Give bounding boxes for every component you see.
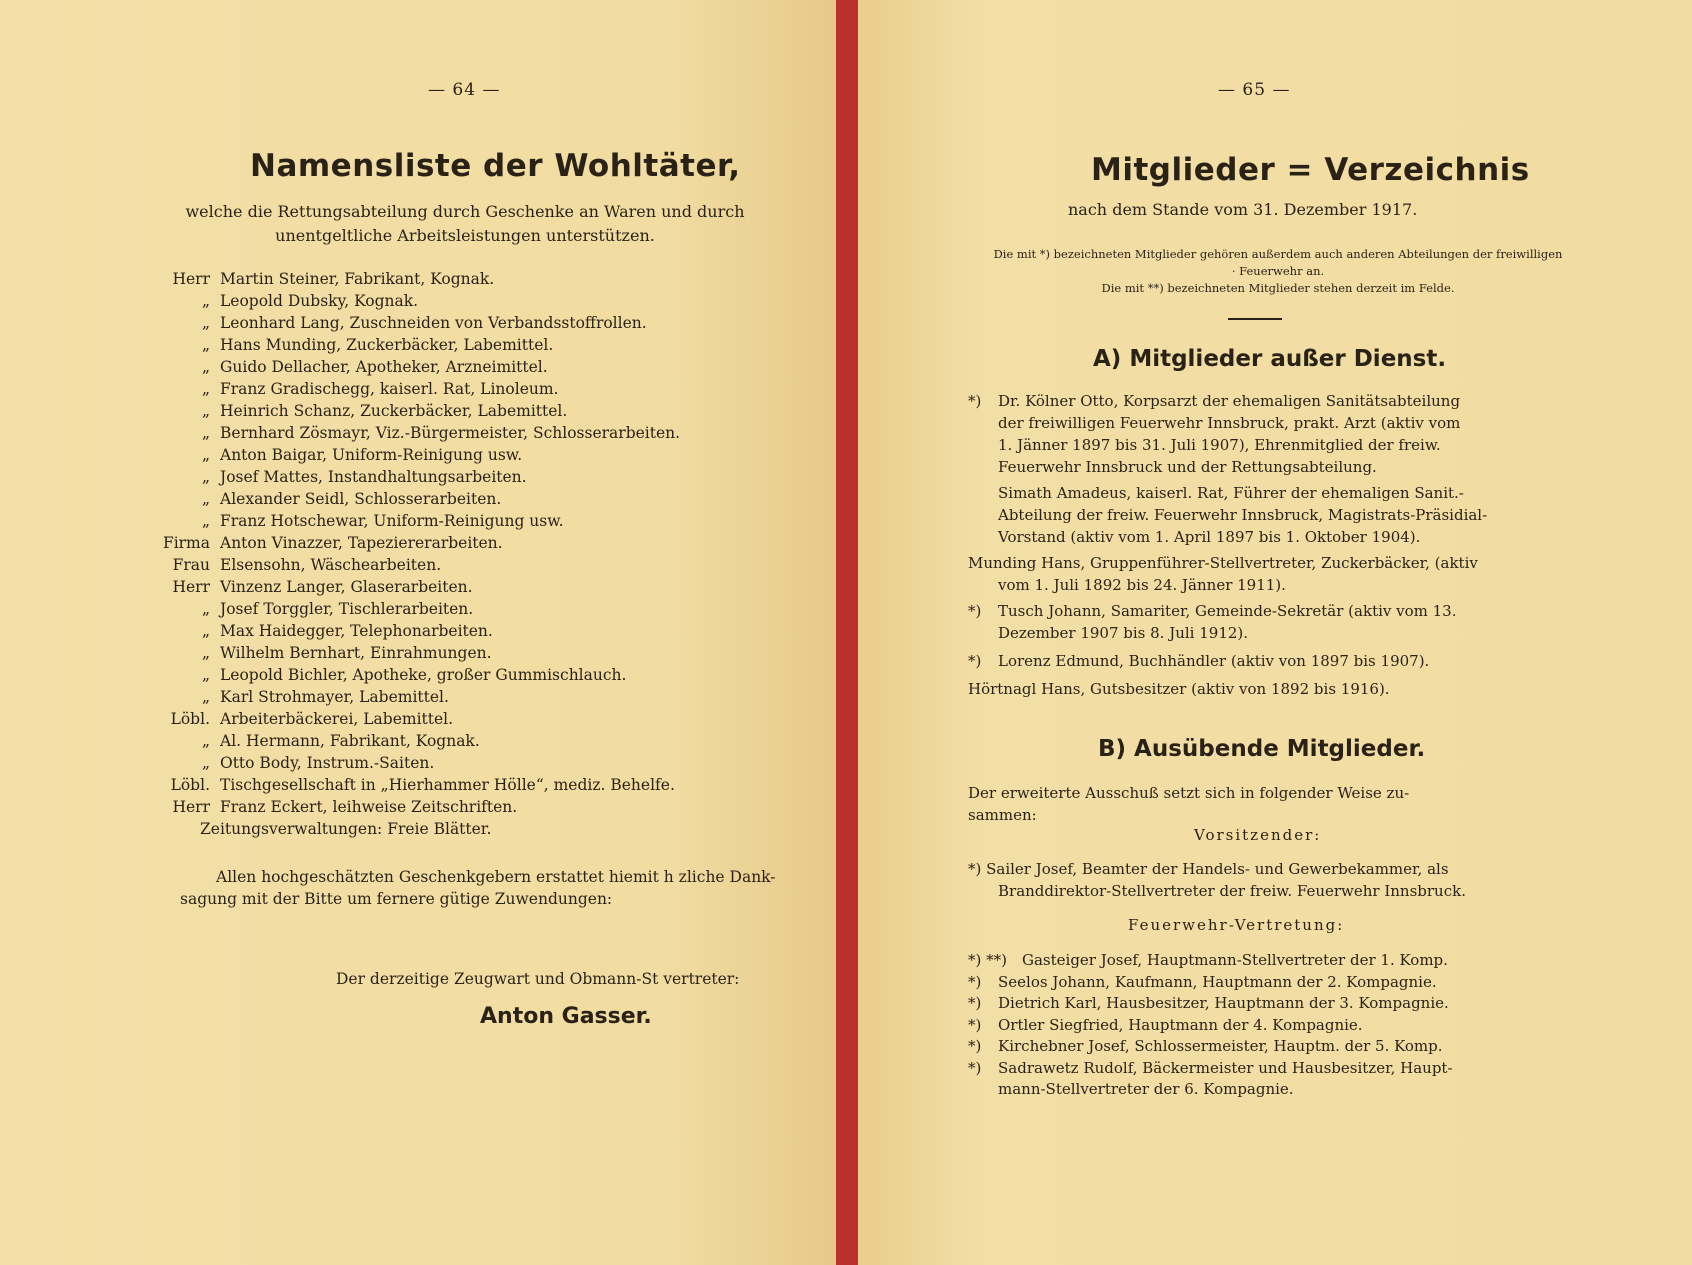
list-item: „ Franz Hotschewar, Uniform-Reinigung usw. [201,512,564,530]
page-number-left: — 64 — [428,80,501,100]
note-line: Die mit *) bezeichneten Mitglieder gehören außerdem auch anderen Abteilungen der freiwilligen [993,247,1563,261]
list-item: „ Al. Hermann, Fabrikant, Kognak. [201,732,480,750]
list-item: „ Max Haidegger, Telephonarbeiten. [201,622,493,640]
list-item: „ Bernhard Zösmayr, Viz.-Bürgermeister, Schlosserarbeiten. [201,424,681,442]
list-item: „ Alexander Seidl, Schlosserarbeiten. [201,490,502,508]
left-page [0,0,836,1265]
list-item: „ Otto Body, Instrum.-Saiten. [201,754,435,772]
list-item: *) Lorenz Edmund, Buchhändler (aktiv von 1897 bis 1907). [968,652,1430,670]
list-item: Löbl. Arbeiterbäckerei, Labemittel. [170,710,454,728]
thanks-line: sagung mit der Bitte um fernere gütige Zuwendungen: [180,890,613,908]
page-number-right: — 65 — [1218,80,1291,100]
list-item: „ Leonhard Lang, Zuschneiden von Verbandsstoffrollen. [201,314,647,332]
list-item: *) Seelos Johann, Kaufmann, Hauptmann der 2. Kompagnie. [968,972,1437,991]
intro-line: Der erweiterte Ausschuß setzt sich in folgender Weise zu- [968,784,1410,802]
page-title-right: Mitglieder = Verzeichnis [1091,152,1530,188]
list-item: Firma Anton Vinazzer, Tapeziererarbeiten. [162,534,503,552]
list-item: *) Dr. Kölner Otto, Korpsarzt der ehemaligen Sanitätsabteilung der freiwilligen Feuerwehr Innsbruck, prakt. Arzt (aktiv vom 1. Jänner 1897 bis 31. Juli 1907), Ehrenmitglied der freiw. Feuerwehr Innsbruck und der Rettungsabteilung. [968,392,1461,476]
chair-entry [968,858,1648,902]
list-item: *) Kirchebner Josef, Schlossermeister, Hauptm. der 5. Komp. [968,1037,1443,1055]
list-item: „ Leopold Bichler, Apotheke, großer Gummischlauch. [201,666,627,684]
list-item: *) **) Gasteiger Josef, Hauptmann-Stellvertreter der 1. Komp. [968,951,1448,969]
donor-list [150,268,680,840]
list-item: *) Ortler Siegfried, Hauptmann der 4. Kompagnie. [968,1015,1363,1034]
fw-list [968,950,1658,1101]
list-item: „ Karl Strohmayer, Labemittel. [201,688,449,706]
fw-heading: Feuerwehr-Vertretung: [1128,916,1345,934]
list-item: „ Leopold Dubsky, Kognak. [201,292,419,310]
list-item: Herr Franz Eckert, leihweise Zeitschriften. [172,798,518,816]
list-item: „ Guido Dellacher, Apotheker, Arzneimittel. [201,358,548,376]
list-item: Herr Vinzenz Langer, Glaserarbeiten. [172,578,473,596]
list-item: „ Josef Mattes, Instandhaltungsarbeiten. [201,468,527,486]
subtitle-line: unentgeltliche Arbeitsleistungen unterstützen. [275,226,655,245]
list-item: „ Wilhelm Bernhart, Einrahmungen. [201,644,492,662]
note-line: · Feuerwehr an. [1231,264,1325,278]
list-item: *) Tusch Johann, Samariter, Gemeinde-Sekretär (aktiv vom 13. Dezember 1907 bis 8. Juli 1912). [968,602,1457,642]
subtitle-right: nach dem Stande vom 31. Dezember 1917. [1068,200,1418,219]
list-item: „ Anton Baigar, Uniform-Reinigung usw. [201,446,523,464]
list-item: Munding Hans, Gruppenführer-Stellvertreter, Zuckerbäcker, (aktiv vom 1. Juli 1892 bis 24. Jänner 1911). [968,554,1478,594]
list-item: Simath Amadeus, kaiserl. Rat, Führer der ehemaligen Sanit.- Abteilung der freiw. Feuerwehr Innsbruck, Magistrats-Präsidial- Vorstand (aktiv vom 1. April 1897 bis 1. Oktober 1904). [998,484,1488,546]
list-item: Zeitungsverwaltungen: Freie Blätter. [200,820,492,838]
section-b-intro [968,782,1628,826]
list-item: „ Franz Gradischegg, kaiserl. Rat, Linoleum. [201,380,559,398]
intro-line: sammen: [968,806,1037,824]
chair-heading: Vorsitzender: [1194,826,1322,844]
section-a-heading: A) Mitglieder außer Dienst. [1093,346,1447,372]
chair-line: Branddirektor-Stellvertreter der freiw. Feuerwehr Innsbruck. [998,882,1466,900]
thanks-paragraph [180,866,776,910]
list-item: Frau Elsensohn, Wäschearbeiten. [172,556,442,574]
list-item: *) Sadrawetz Rudolf, Bäckermeister und Hausbesitzer, Haupt- [968,1058,1453,1077]
right-page [858,0,1692,1265]
signature-line: Der derzeitige Zeugwart und Obmann-St vertreter: [336,970,740,988]
list-item: mann-Stellvertreter der 6. Kompagnie. [998,1080,1294,1098]
subtitle-left [150,200,780,248]
list-item: *) Dietrich Karl, Hausbesitzer, Hauptmann der 3. Kompagnie. [968,994,1449,1012]
thanks-line: Allen hochgeschätzten Geschenkgebern erstattet hiemit h zliche Dank- [216,868,776,886]
divider [1228,318,1282,320]
notes [958,246,1598,297]
list-item: Löbl. Tischgesellschaft in „Hierhammer Hölle“, mediz. Behelfe. [170,776,675,794]
page-title-left: Namensliste der Wohltäter, [250,148,741,184]
section-b-heading: B) Ausübende Mitglieder. [1098,736,1426,762]
note-line: Die mit **) bezeichneten Mitglieder stehen derzeit im Felde. [1101,281,1455,295]
subtitle-line: welche die Rettungsabteilung durch Geschenke an Waren und durch [185,202,745,221]
section-a-list [968,390,1628,700]
list-item: „ Hans Munding, Zuckerbäcker, Labemittel. [201,336,554,354]
list-item: „ Heinrich Schanz, Zuckerbäcker, Labemittel. [201,402,568,420]
list-item: Hörtnagl Hans, Gutsbesitzer (aktiv von 1892 bis 1916). [968,680,1390,698]
list-item: Herr Martin Steiner, Fabrikant, Kognak. [172,270,495,288]
list-item: „ Josef Torggler, Tischlerarbeiten. [201,600,474,618]
signature-name: Anton Gasser. [480,1004,652,1029]
chair-line: *) Sailer Josef, Beamter der Handels- und Gewerbekammer, als [968,860,1449,878]
